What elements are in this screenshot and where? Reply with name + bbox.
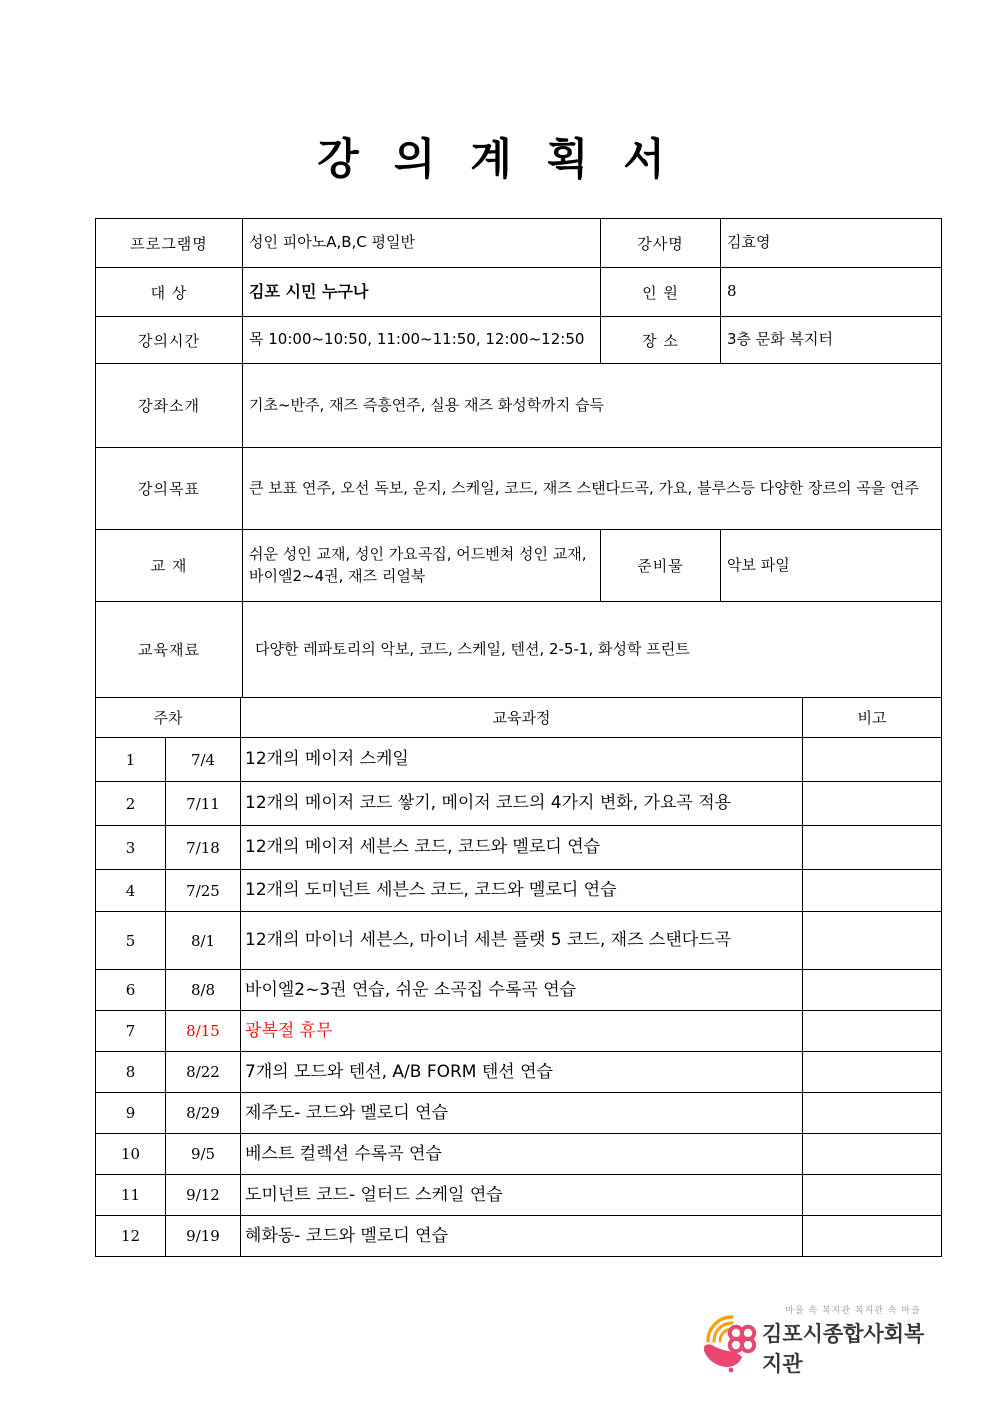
course-content: 12개의 메이저 세븐스 코드, 코드와 멜로디 연습 bbox=[241, 826, 803, 870]
textbook-value: 쉬운 성인 교재, 성인 가요곡집, 어드벤쳐 성인 교재, 바이엘2~4권, 재즈 리얼북 bbox=[243, 530, 601, 602]
week-date: 8/15 bbox=[166, 1011, 241, 1052]
table-row bbox=[96, 268, 942, 317]
week-no: 7 bbox=[96, 1011, 166, 1052]
supplies-value: 악보 파일 bbox=[721, 530, 942, 602]
week-date: 8/29 bbox=[166, 1093, 241, 1134]
program-value: 성인 피아노A,B,C 평일반 bbox=[243, 219, 601, 268]
welfare-center-logo-icon bbox=[698, 1307, 760, 1373]
week-no: 10 bbox=[96, 1134, 166, 1175]
schedule-table bbox=[95, 697, 942, 1257]
course-content: 바이엘2~3권 연습, 쉬운 소곡집 수록곡 연습 bbox=[241, 970, 803, 1011]
table-row bbox=[96, 448, 942, 530]
note-cell bbox=[803, 1216, 942, 1257]
table-row bbox=[96, 870, 942, 912]
course-content: 12개의 마이너 세븐스, 마이너 세븐 플랫 5 코드, 재즈 스탠다드곡 bbox=[241, 912, 803, 970]
course-content: 7개의 모드와 텐션, A/B FORM 텐션 연습 bbox=[241, 1052, 803, 1093]
table-row bbox=[96, 826, 942, 870]
week-no: 8 bbox=[96, 1052, 166, 1093]
course-header: 교육과정 bbox=[241, 698, 803, 738]
note-cell bbox=[803, 912, 942, 970]
week-date: 9/5 bbox=[166, 1134, 241, 1175]
table-row bbox=[96, 1134, 942, 1175]
target-value: 김포 시민 누구나 bbox=[243, 268, 601, 317]
intro-label: 강좌소개 bbox=[96, 364, 243, 448]
note-cell bbox=[803, 970, 942, 1011]
time-label: 강의시간 bbox=[96, 317, 243, 364]
week-date: 9/12 bbox=[166, 1175, 241, 1216]
note-cell bbox=[803, 870, 942, 912]
organization-logo bbox=[698, 1302, 944, 1378]
place-value: 3층 문화 복지터 bbox=[721, 317, 942, 364]
note-cell bbox=[803, 826, 942, 870]
week-header: 주차 bbox=[96, 698, 241, 738]
week-date: 8/8 bbox=[166, 970, 241, 1011]
goal-value: 큰 보표 연주, 오선 독보, 운지, 스케일, 코드, 재즈 스탠다드곡, 가요, 블루스등 다양한 장르의 곡을 연주 bbox=[243, 448, 942, 530]
week-no: 6 bbox=[96, 970, 166, 1011]
logo-slogan: 마을 속 복지관 복지관 속 마을 bbox=[785, 1305, 921, 1316]
week-date: 7/11 bbox=[166, 782, 241, 826]
course-content: 혜화동- 코드와 멜로디 연습 bbox=[241, 1216, 803, 1257]
week-no: 11 bbox=[96, 1175, 166, 1216]
note-cell bbox=[803, 1093, 942, 1134]
instructor-value: 김효영 bbox=[721, 219, 942, 268]
supplies-label: 준비물 bbox=[601, 530, 721, 602]
materials-label: 교육재료 bbox=[96, 602, 243, 698]
target-label: 대 상 bbox=[96, 268, 243, 317]
week-date: 7/4 bbox=[166, 738, 241, 782]
page-title: 강 의 계 획 서 bbox=[317, 135, 675, 185]
table-row-holiday bbox=[96, 1011, 942, 1052]
place-label: 장 소 bbox=[601, 317, 721, 364]
week-no: 5 bbox=[96, 912, 166, 970]
table-row bbox=[96, 364, 942, 448]
table-row bbox=[96, 602, 942, 698]
week-date: 7/18 bbox=[166, 826, 241, 870]
week-date: 8/22 bbox=[166, 1052, 241, 1093]
course-info-table bbox=[95, 218, 942, 698]
note-cell bbox=[803, 1175, 942, 1216]
note-cell bbox=[803, 1052, 942, 1093]
course-content: 베스트 컬렉션 수록곡 연습 bbox=[241, 1134, 803, 1175]
course-content: 12개의 메이저 코드 쌓기, 메이저 코드의 4가지 변화, 가요곡 적용 bbox=[241, 782, 803, 826]
course-content: 광복절 휴무 bbox=[241, 1011, 803, 1052]
note-cell bbox=[803, 782, 942, 826]
program-label: 프로그램명 bbox=[96, 219, 243, 268]
table-row bbox=[96, 1052, 942, 1093]
organization-name: 김포시종합사회복지관 bbox=[762, 1321, 925, 1376]
week-no: 3 bbox=[96, 826, 166, 870]
table-header-row bbox=[96, 698, 942, 738]
table-row bbox=[96, 530, 942, 602]
table-row bbox=[96, 738, 942, 782]
week-date: 8/1 bbox=[166, 912, 241, 970]
table-row bbox=[96, 782, 942, 826]
headcount-label: 인 원 bbox=[601, 268, 721, 317]
instructor-label: 강사명 bbox=[601, 219, 721, 268]
week-no: 1 bbox=[96, 738, 166, 782]
course-content: 12개의 메이저 스케일 bbox=[241, 738, 803, 782]
week-no: 9 bbox=[96, 1093, 166, 1134]
table-row bbox=[96, 1175, 942, 1216]
goal-label: 강의목표 bbox=[96, 448, 243, 530]
note-cell bbox=[803, 1134, 942, 1175]
week-no: 4 bbox=[96, 870, 166, 912]
note-header: 비고 bbox=[803, 698, 942, 738]
document-tables bbox=[95, 218, 941, 1257]
table-row bbox=[96, 912, 942, 970]
materials-value: 다양한 레파토리의 악보, 코드, 스케일, 텐션, 2-5-1, 화성학 프린트 bbox=[243, 602, 942, 698]
week-no: 12 bbox=[96, 1216, 166, 1257]
course-content: 제주도- 코드와 멜로디 연습 bbox=[241, 1093, 803, 1134]
table-row bbox=[96, 219, 942, 268]
table-row bbox=[96, 970, 942, 1011]
time-value: 목 10:00~10:50, 11:00~11:50, 12:00~12:50 bbox=[243, 317, 601, 364]
organization-name-block bbox=[762, 1303, 944, 1378]
textbook-label: 교 재 bbox=[96, 530, 243, 602]
note-cell bbox=[803, 738, 942, 782]
course-content: 도미넌트 코드- 얼터드 스케일 연습 bbox=[241, 1175, 803, 1216]
note-cell bbox=[803, 1011, 942, 1052]
intro-value: 기초~반주, 재즈 즉흥연주, 실용 재즈 화성학까지 습득 bbox=[243, 364, 942, 448]
week-date: 9/19 bbox=[166, 1216, 241, 1257]
table-row bbox=[96, 317, 942, 364]
table-row bbox=[96, 1216, 942, 1257]
headcount-value: 8 bbox=[721, 268, 942, 317]
week-date: 7/25 bbox=[166, 870, 241, 912]
table-row bbox=[96, 1093, 942, 1134]
week-no: 2 bbox=[96, 782, 166, 826]
course-content: 12개의 도미넌트 세븐스 코드, 코드와 멜로디 연습 bbox=[241, 870, 803, 912]
